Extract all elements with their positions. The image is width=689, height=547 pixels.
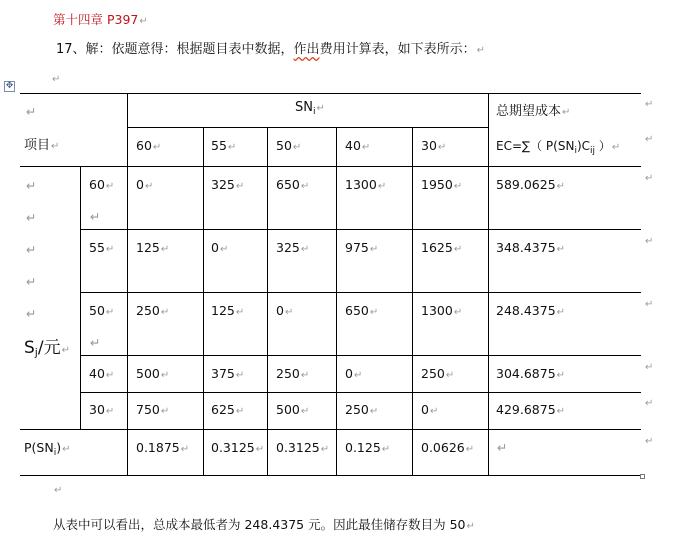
table-cell: 1300↵ [421, 303, 463, 318]
table-cell: 325↵ [211, 177, 245, 192]
end-of-row-icon: ↵ [645, 134, 654, 145]
prob-cell: 0.1875↵ [136, 440, 190, 455]
end-of-row-icon: ↵ [645, 436, 654, 447]
row-label: 40↵ [89, 366, 115, 381]
sn-value: 40↵ [345, 138, 371, 153]
total-cell: 429.6875↵ [496, 402, 566, 417]
ec-formula: EC=∑（ $P(SN_i)C_{ij}$ ）↵ [496, 139, 621, 156]
paragraph-mark-icon: ↵ [26, 178, 37, 193]
row-label: 60↵ [89, 177, 115, 192]
intro-suffix: 费用计算表，如下表所示： [319, 42, 476, 57]
item-header: 项目↵ [24, 138, 60, 153]
sn-value: 30↵ [421, 138, 447, 153]
end-of-row-icon: ↵ [645, 398, 654, 409]
table-cell: 0↵ [211, 240, 229, 255]
end-of-row-icon: ↵ [645, 299, 654, 310]
table-move-handle-icon[interactable]: ✥ [5, 81, 14, 91]
sn-header: $SN_i↵$ [295, 100, 325, 117]
table-cell: 650↵ [345, 303, 379, 318]
table-cell: 125↵ [211, 303, 245, 318]
conclusion-middle: 元。因此最佳储存数目为 [304, 517, 450, 532]
paragraph-mark-icon: ↵ [26, 306, 37, 321]
total-cost-header: 总期望成本↵ [496, 104, 571, 119]
table-cell: 500↵ [276, 402, 310, 417]
chapter-text: 第十四章 P397 [53, 12, 139, 27]
end-of-row-icon: ↵ [645, 173, 654, 184]
table-cell: 625↵ [211, 402, 245, 417]
paragraph-mark-icon: ↵ [476, 45, 485, 56]
table-cell: 250↵ [276, 366, 310, 381]
paragraph-mark-icon: ↵ [54, 485, 63, 496]
paragraph-mark-icon: ↵ [52, 74, 61, 85]
paragraph-mark-icon: ↵ [139, 16, 148, 27]
table-cell: 0↵ [345, 366, 363, 381]
paragraph-mark-icon: ↵ [90, 209, 101, 224]
end-of-row-icon: ↵ [645, 236, 654, 247]
table-cell: 1625↵ [421, 240, 463, 255]
table-cell: 0↵ [136, 177, 154, 192]
prob-cell: 0.0626↵ [421, 440, 475, 455]
prob-cell: 0.3125↵ [211, 440, 265, 455]
table-cell: 975↵ [345, 240, 379, 255]
table-cell: 250↵ [421, 366, 455, 381]
table-cell: 250↵ [345, 402, 379, 417]
prob-cell: 0.3125↵ [276, 440, 330, 455]
table-cell: 500↵ [136, 366, 170, 381]
intro-spellcheck-word: 作出 [293, 42, 320, 57]
intro-line [56, 38, 485, 57]
prob-cell: 0.125↵ [345, 440, 391, 455]
prob-label: $P(SN_i)↵$ [24, 440, 71, 458]
table-cell: 1300↵ [345, 177, 387, 192]
table-resize-handle-icon[interactable] [640, 474, 645, 479]
conclusion-line [53, 515, 475, 533]
table-cell: 325↵ [276, 240, 310, 255]
table-cell: 0↵ [421, 402, 439, 417]
table-cell: 0↵ [276, 303, 294, 318]
table-cell: 250↵ [136, 303, 170, 318]
table-cell: 650↵ [276, 177, 310, 192]
table-cell: 1950↵ [421, 177, 463, 192]
total-cell: 348.4375↵ [496, 240, 566, 255]
table-cell: 125↵ [136, 240, 170, 255]
intro-prefix: 17、解：依题意得：根据题目表中数据， [56, 42, 294, 57]
conclusion-answer: 50 [449, 517, 466, 532]
total-cell: 248.4375↵ [496, 303, 566, 318]
row-label: 50↵ [89, 303, 115, 318]
end-of-row-icon: ↵ [645, 99, 654, 110]
paragraph-mark-icon: ↵ [26, 210, 37, 225]
end-of-row-icon: ↵ [645, 362, 654, 373]
sn-value: 50↵ [276, 138, 302, 153]
row-label: 55↵ [89, 240, 115, 255]
conclusion-value: 248.4375 [244, 517, 305, 532]
chapter-heading [53, 10, 148, 28]
total-cell: 589.0625↵ [496, 177, 566, 192]
total-cell: 304.6875↵ [496, 366, 566, 381]
table-cell: 375↵ [211, 366, 245, 381]
table-cell: 750↵ [136, 402, 170, 417]
paragraph-mark-icon: ↵ [90, 335, 101, 350]
paragraph-mark-icon: ↵ [26, 104, 37, 119]
paragraph-mark-icon: ↵ [26, 274, 37, 289]
sn-value: 60↵ [136, 138, 162, 153]
sj-label: $S_j/$元↵ [24, 338, 70, 359]
paragraph-mark-icon: ↵ [26, 242, 37, 257]
row-label: 30↵ [89, 402, 115, 417]
sn-value: 55↵ [211, 138, 237, 153]
conclusion-prefix: 从表中可以看出，总成本最低者为 [53, 517, 245, 532]
paragraph-mark-icon: ↵ [466, 521, 475, 532]
paragraph-mark-icon: ↵ [497, 440, 508, 455]
